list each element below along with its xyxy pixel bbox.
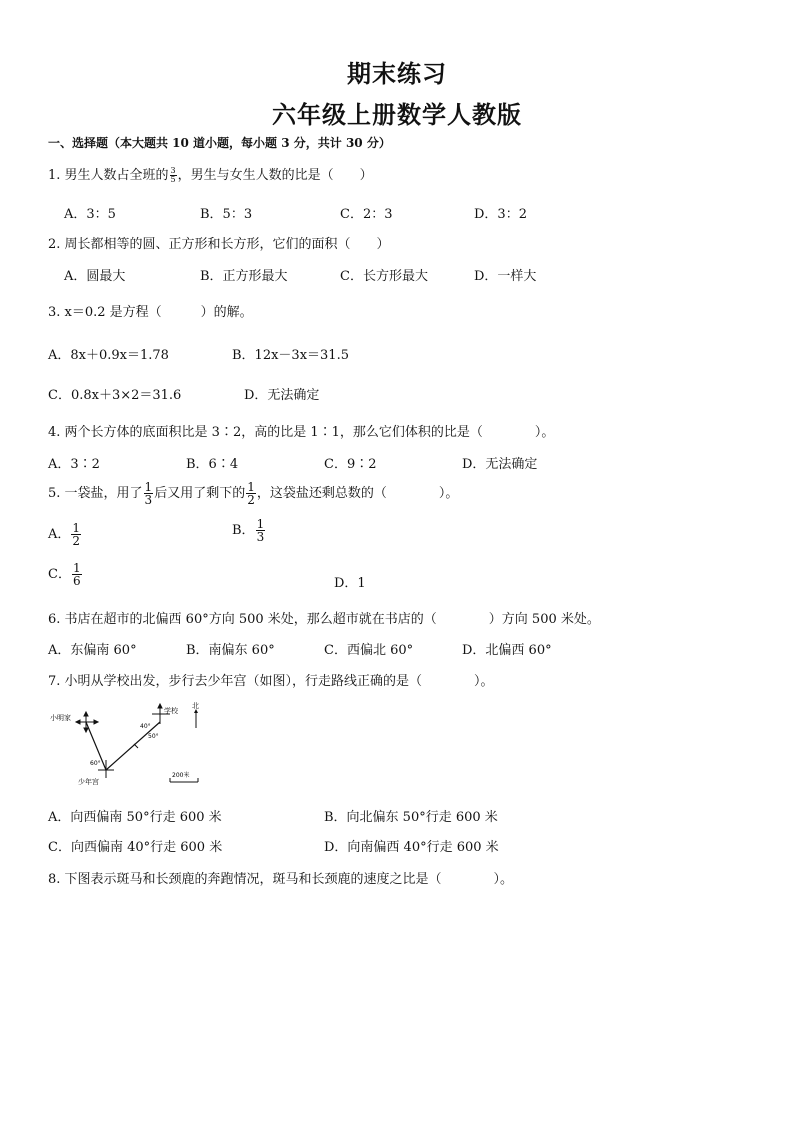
question-4-option-a[interactable]: A．3∶2 <box>48 457 100 472</box>
question-1-option-b[interactable]: B．5：3 <box>200 207 253 222</box>
question-4: 4. 两个长方体的底面积比是 3∶2，高的比是 1∶1，那么它们体积的比是（ ）。 <box>48 425 555 440</box>
question-1-text-end: ，男生与女生人数的比是（ ） <box>177 168 373 183</box>
question-3-option-a[interactable]: A．8x＋0.9x＝1.78 <box>48 348 169 363</box>
question-1-fraction: $\frac{3}{5}$ <box>170 166 176 184</box>
question-5-text: 5. 一袋盐，用了 <box>48 486 143 501</box>
question-4-option-d[interactable]: D．无法确定 <box>462 457 538 472</box>
question-1-option-c[interactable]: C．2：3 <box>340 207 393 222</box>
section-heading: 一、选择题（本大题共 10 道小题，每小题 3 分，共计 30 分） <box>48 136 391 150</box>
map-scale-label: 200米 <box>172 772 190 779</box>
question-1-option-d[interactable]: D．3：2 <box>474 207 527 222</box>
question-6-option-a[interactable]: A．东偏南 60° <box>48 643 137 658</box>
question-3-option-d[interactable]: D．无法确定 <box>244 388 320 403</box>
question-5 <box>48 481 458 506</box>
question-6-option-b[interactable]: B．南偏东 60° <box>186 643 275 658</box>
question-7-option-b[interactable]: B．向北偏东 50°行走 600 米 <box>324 810 498 825</box>
map-label-home: 小明家 <box>50 714 71 722</box>
question-6-option-d[interactable]: D．北偏西 60° <box>462 643 552 658</box>
question-5-option-d[interactable]: D．1 <box>334 576 366 591</box>
north-arrow-icon <box>194 709 198 728</box>
question-6-option-c[interactable]: C．西偏北 60° <box>324 643 414 658</box>
question-1-option-a[interactable]: A．3：5 <box>64 207 116 222</box>
question-7-option-c[interactable]: C．向西偏南 40°行走 600 米 <box>48 840 223 855</box>
question-8: 8. 下图表示斑马和长颈鹿的奔跑情况，斑马和长颈鹿的速度之比是（ ）。 <box>48 872 514 887</box>
map-angle-60: 60° <box>90 760 101 767</box>
page-subtitle: 六年级上册数学人教版 <box>272 101 522 129</box>
question-2-option-b[interactable]: B．正方形最大 <box>200 269 288 284</box>
question-5-fraction-1: $\frac{1}{3}$ <box>144 480 153 507</box>
question-5-option-a-fraction: $\frac{1}{2}$ <box>72 521 81 548</box>
question-5-option-b[interactable]: B． $\frac{1}{3}$ <box>232 517 265 544</box>
page-title: 期末练习 <box>347 60 447 88</box>
question-5-option-a[interactable]: A． $\frac{1}{2}$ <box>48 521 81 548</box>
question-1 <box>48 164 373 184</box>
question-4-option-c[interactable]: C．9∶2 <box>324 457 377 472</box>
question-2-option-c[interactable]: C．长方形最大 <box>340 269 428 284</box>
question-2-option-d[interactable]: D．一样大 <box>474 269 537 284</box>
question-3-option-c[interactable]: C．0.8x＋3×2＝31.6 <box>48 388 182 403</box>
question-7-option-d[interactable]: D．向南偏西 40°行走 600 米 <box>324 840 499 855</box>
question-7: 7. 小明从学校出发，步行去少年宫（如图），行走路线正确的是（ ）。 <box>48 674 494 689</box>
route-map-diagram <box>48 700 218 790</box>
home-compass <box>76 712 98 732</box>
route-palace-school <box>106 722 160 770</box>
question-5-option-b-fraction: $\frac{1}{3}$ <box>256 517 265 544</box>
question-3: 3. x＝0.2 是方程（ ）的解。 <box>48 305 253 320</box>
question-6: 6. 书店在超市的北偏西 60°方向 500 米处，那么超市就在书店的（ ）方向 500 米处。 <box>48 612 600 627</box>
question-3-option-b[interactable]: B．12x－3x＝31.5 <box>232 348 349 363</box>
question-1-text: 1. 男生人数占全班的 <box>48 168 169 183</box>
question-5-option-c-fraction: $\frac{1}{6}$ <box>72 561 81 588</box>
map-angle-40: 40° <box>140 723 151 730</box>
map-label-palace: 少年宫 <box>78 778 99 786</box>
question-5-fraction-2: $\frac{1}{2}$ <box>247 480 255 507</box>
question-5-text-mid: 后又用了剩下的 <box>154 486 246 501</box>
question-7-option-a[interactable]: A．向西偏南 50°行走 600 米 <box>48 810 222 825</box>
map-label-school: 学校 <box>164 707 178 715</box>
map-label-north: 北 <box>192 702 199 710</box>
question-4-option-b[interactable]: B．6∶4 <box>186 457 239 472</box>
question-2: 2. 周长都相等的圆、正方形和长方形，它们的面积（ ） <box>48 237 390 252</box>
question-2-option-a[interactable]: A．圆最大 <box>64 269 126 284</box>
question-5-text-end: ，这袋盐还剩总数的（ ）。 <box>256 486 459 501</box>
question-5-option-c[interactable]: C． $\frac{1}{6}$ <box>48 561 81 588</box>
map-angle-50: 50° <box>148 733 159 740</box>
